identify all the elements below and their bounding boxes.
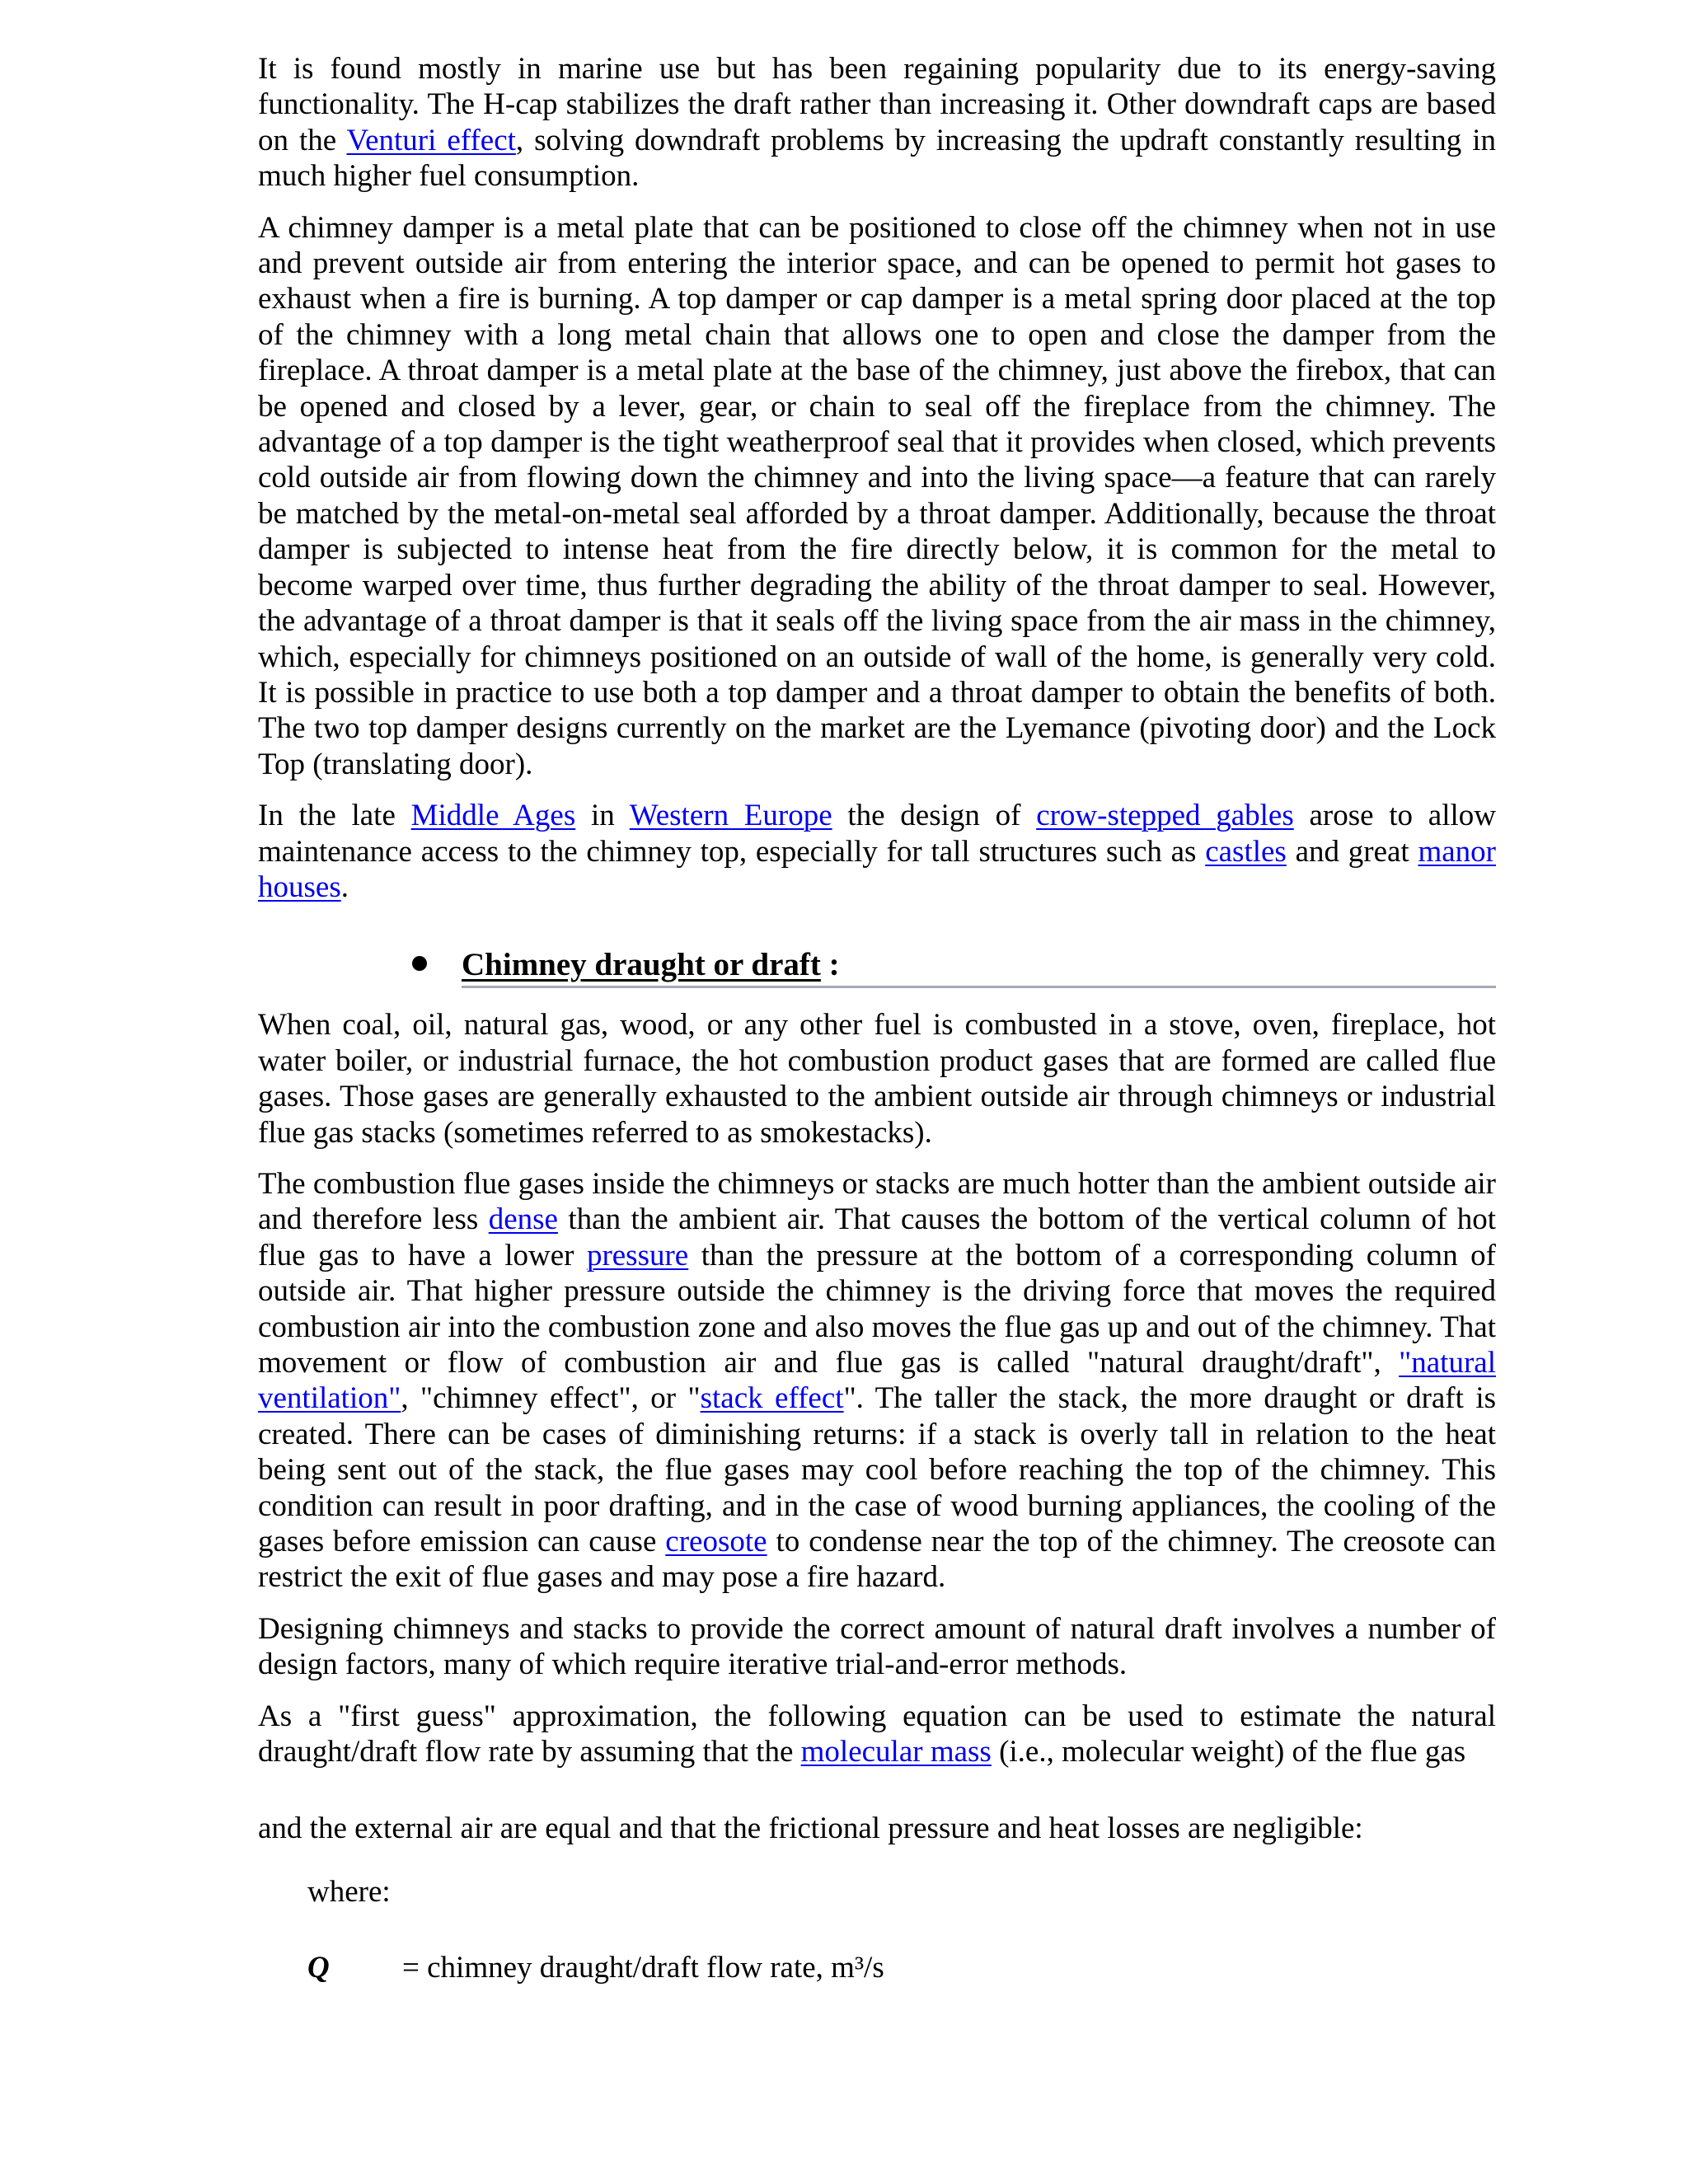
link-middle-ages[interactable]: Middle Ages xyxy=(410,799,576,833)
text-run: to condense near the top of the chimney. The creosote can restrict the exit of flue gases and may pose a fire hazard. xyxy=(258,1525,1497,1595)
text-run: in xyxy=(575,799,630,833)
text-run: As a "first guess" approximation, the following equation can be used to estimate the natural draught/draft flow rate by assuming that the xyxy=(258,1699,1496,1769)
link-creosote[interactable]: creosote xyxy=(665,1525,767,1559)
link-manor-houses[interactable]: manor houses xyxy=(258,834,1496,904)
text-run: arose to allow maintenance access to the chimney top, especially for tall structures such as xyxy=(258,799,1496,869)
link-crow-stepped-gables[interactable]: crow-stepped gables xyxy=(1036,799,1294,833)
link-molecular-mass[interactable]: molecular mass xyxy=(800,1735,992,1769)
definition-text: = chimney draught/draft flow rate, m³/s xyxy=(402,1950,884,1985)
text-run: A chimney damper is a metal plate that can be positioned to close off the chimney when not in use and prevent outside air from entering the interior space, and can be opened to permit hot gases to exhaust when a fire is burning. A top damper or cap damper is a metal spring door placed at the top of the chimney with a long metal chain that allows one to open and close the damper from the fireplace. A throat damper is a metal plate at the base of the chimney, just above the firebox, that can be opened and closed by a lever, gear, or chain to seal off the fireplace from the chimney. The advantage of a top damper is the tight weatherproof seal that it provides when closed, which prevents cold outside air from flowing down the chimney and into the living space—a feature that can rarely be matched by the metal-on-metal seal afforded by a throat damper. Additionally, because the throat damper is subjected to intense heat from the fire directly below, it is common for the metal to become warped over time, thus further degrading the ability of the throat damper to seal. However, the advantage of a throat damper is that it seals off the living space from the air mass in the chimney, which, especially for chimneys positioned on an outside of wall of the home, is generally very cold. It is possible in practice to use both a top damper and a throat damper to obtain the benefits of both. The two top damper designs currently on the market are the Lyemance (pivoting door) and the Lock Top (translating door). xyxy=(258,210,1496,781)
paragraph-middle-ages xyxy=(258,798,1496,905)
text-run: , solving downdraft problems by increasing the updraft constantly resulting in much higher fuel consumption. xyxy=(258,123,1496,194)
text-run: the design of xyxy=(832,799,1037,833)
text-run: than the ambient air. That causes the bottom of the vertical column of hot flue gas to have a lower xyxy=(258,1202,1496,1272)
heading-divider xyxy=(462,986,1496,988)
section-heading-row xyxy=(258,946,1496,992)
link-pressure[interactable]: pressure xyxy=(586,1238,689,1272)
link-castles[interactable]: castles xyxy=(1205,834,1287,869)
paragraph-external-air xyxy=(258,1811,1496,1846)
definition-symbol: Q xyxy=(307,1950,330,1985)
heading-title: Chimney draught or draft xyxy=(462,947,821,983)
text-run: ". The taller the stack, the more draught or draft is created. There can be cases of diminishing returns: if a stack is overly tall in relation to the heat being sent out of the stack, the flue gases may cool before reaching the top of the chimney. This condition can result in poor drafting, and in the case of wood burning appliances, the cooling of the gases before emission can cause xyxy=(258,1381,1497,1559)
link-venturi-effect[interactable]: Venturi effect xyxy=(346,123,516,157)
paragraph-design-factors xyxy=(258,1611,1496,1683)
text-run: , "chimney effect", or " xyxy=(401,1381,701,1416)
link-western-europe[interactable]: Western Europe xyxy=(629,799,832,833)
section-heading xyxy=(462,946,840,984)
text-run: than the pressure at the bottom of a corresponding column of outside air. That higher pressure outside the chimney is the driving force that moves the required combustion air into the combustion zone and also moves the flue gas up and out of the chimney. That movement or flow of combustion air and flue gas is called "natural draught/draft", xyxy=(258,1238,1496,1380)
document-body xyxy=(258,51,1496,1988)
bullet-icon xyxy=(412,956,427,971)
text-run: (i.e., molecular weight) of the flue gas xyxy=(991,1735,1466,1769)
where-label: where: xyxy=(307,1874,391,1909)
paragraph-flue-gases xyxy=(258,1007,1496,1151)
text-run: In the late xyxy=(258,799,411,833)
link-natural-ventilation[interactable]: "natural ventilation" xyxy=(258,1346,1496,1416)
text-run: and great xyxy=(1286,834,1418,869)
paragraph-chimney-damper xyxy=(258,210,1496,783)
text-run: It is found mostly in marine use but has been regaining popularity due to its energy-saving functionality. The H-cap stabilizes the draft rather than increasing it. Other downdraft caps are based on the xyxy=(258,52,1496,157)
text-run: Designing chimneys and stacks to provide the correct amount of natural draft involves a number of design factors, many of which require iterative trial-and-error methods. xyxy=(258,1611,1496,1682)
text-run: and the external air are equal and that the frictional pressure and heat losses are negligible: xyxy=(258,1811,1363,1846)
link-stack-effect[interactable]: stack effect xyxy=(700,1381,844,1416)
paragraph-first-guess xyxy=(258,1699,1496,1770)
definition-row xyxy=(258,1950,1496,1988)
text-run: The combustion flue gases inside the chimneys or stacks are much hotter than the ambient outside air and therefore less xyxy=(258,1166,1496,1237)
text-run: . xyxy=(340,869,349,904)
paragraph-h-cap xyxy=(258,51,1496,194)
link-dense[interactable]: dense xyxy=(488,1202,558,1237)
text-run: When coal, oil, natural gas, wood, or any other fuel is combusted in a stove, oven, fireplace, hot water boiler, or industrial furnace, the hot combustion product gases that are formed are called flue gases. Those gases are generally exhausted to the ambient outside air through chimneys or industrial flue gas stacks (sometimes referred to as smokestacks). xyxy=(258,1008,1496,1150)
paragraph-natural-draft xyxy=(258,1166,1496,1596)
heading-suffix: : xyxy=(820,947,840,983)
